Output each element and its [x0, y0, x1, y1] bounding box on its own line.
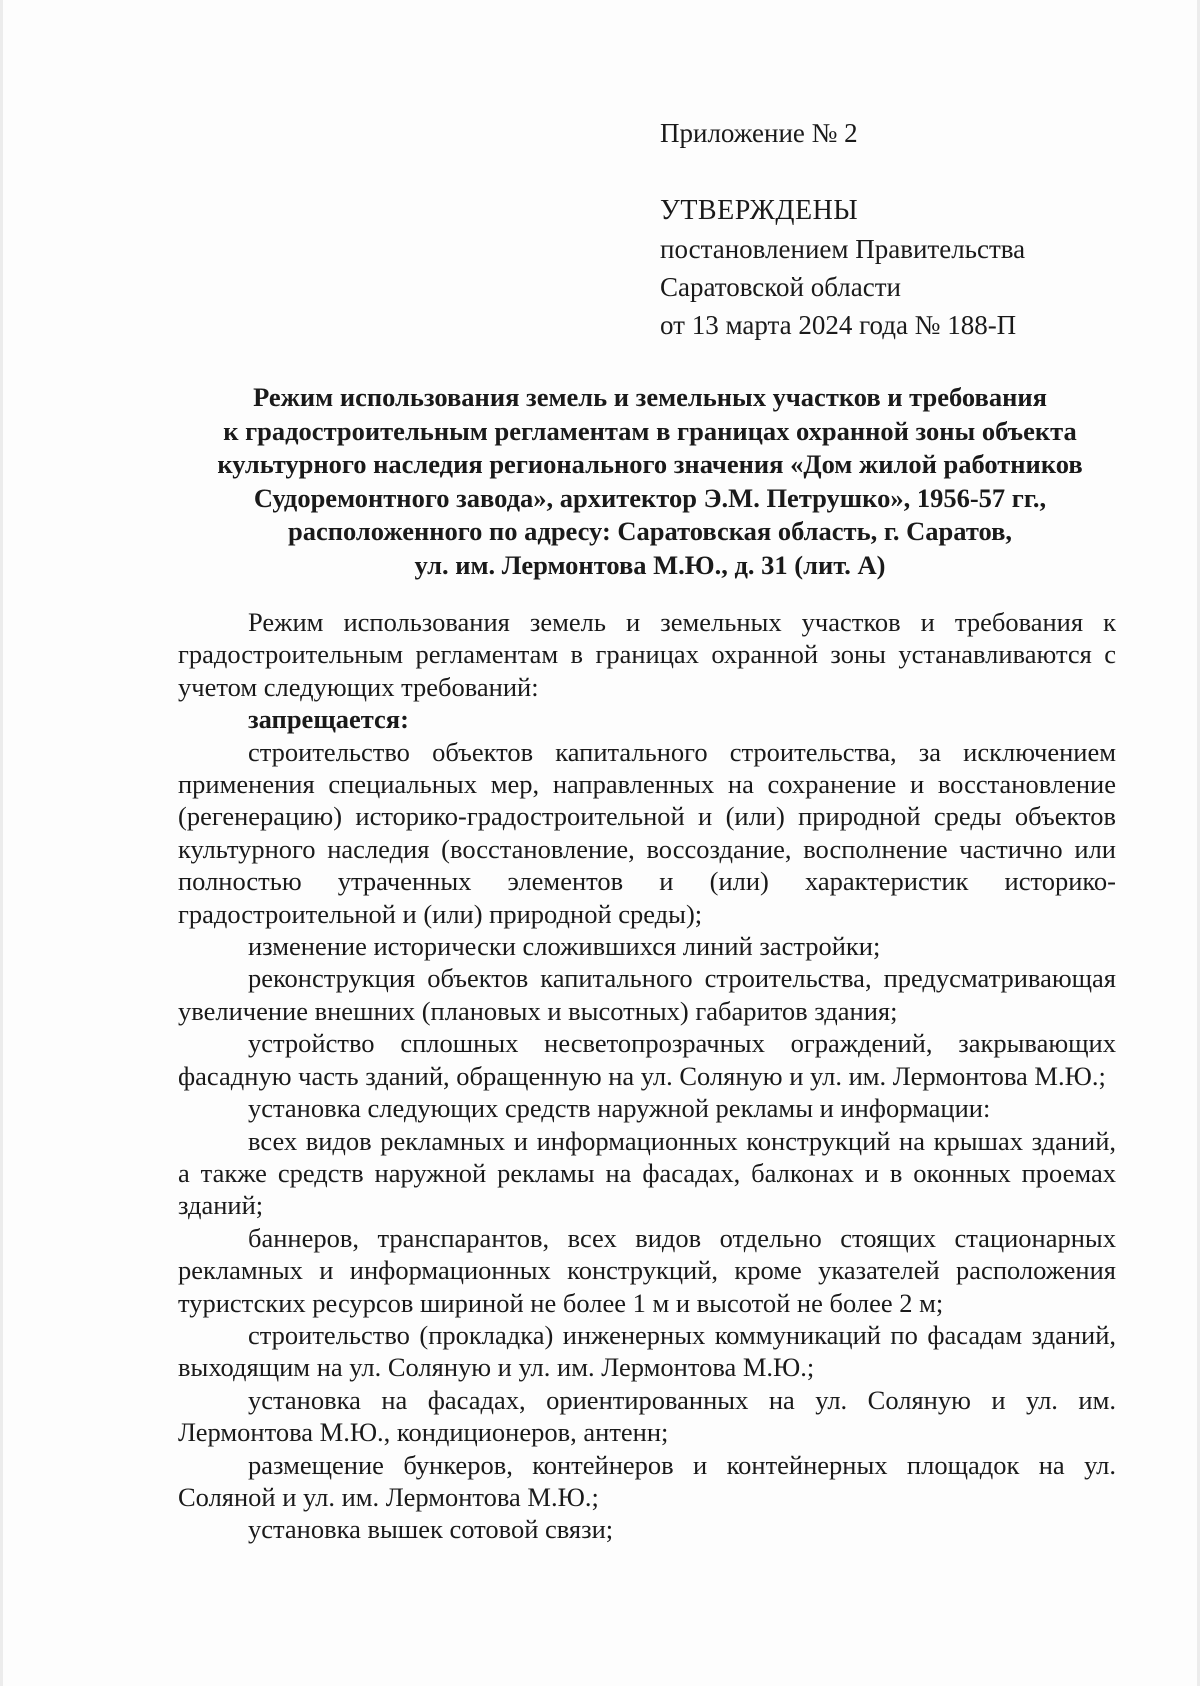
- intro-paragraph: Режим использования земель и земельных участков и требования к градостроительным регламентам в границах охранной зоны устанавливаются с учетом следующих требований:: [178, 607, 1116, 702]
- title-line: культурного наследия регионального значения «Дом жилой работников: [217, 449, 1083, 480]
- list-item: установка на фасадах, ориентированных на ул. Соляную и ул. им. Лермонтова М.Ю., кондиционеров, антенн;: [178, 1384, 1116, 1448]
- list-item: баннеров, транспарантов, всех видов отдельно стоящих стационарных рекламных и информационных конструкций, кроме указателей расположения туристских ресурсов шириной не более 1 м и высотой не более 2 м;: [178, 1222, 1116, 1318]
- title-line: Судоремонтного завода», архитектор Э.М. Петрушко», 1956-57 гг.,: [253, 482, 1047, 513]
- approval-block: [660, 114, 1025, 344]
- list-item: изменение исторически сложившихся линий застройки;: [248, 931, 881, 962]
- list-item: установка вышек сотовой связи;: [248, 1514, 614, 1545]
- list-item: строительство объектов капитального строительства, за исключением применения специальных мер, направленных на сохранение и восстановление (регенерацию) историко-градостроительной и (или) природной среды объектов культурного наследия (восстановление, воссоздание, восполнение частично или полностью утраченных элементов и (или) характеристик историко-градостроительной и (или) природной среды);: [178, 736, 1116, 929]
- approval-line-1: постановлением Правительства: [660, 234, 1026, 264]
- approval-line-2: Саратовской области: [660, 272, 901, 302]
- title-line: Режим использования земель и земельных участков и требования: [253, 382, 1047, 412]
- approval-line-3: от 13 марта 2024 года № 188-П: [660, 310, 1017, 340]
- list-item: всех видов рекламных и информационных конструкций на крышах зданий, а также средств наружной рекламы на фасадах, балконах и в оконных проемах зданий;: [178, 1125, 1116, 1221]
- appendix-number: Приложение № 2: [660, 118, 858, 148]
- document-title: [175, 381, 1125, 583]
- scan-edge-left: [0, 0, 3, 1686]
- document-body: [178, 606, 1116, 1546]
- list-item: строительство (прокладка) инженерных коммуникаций по фасадам зданий, выходящим на ул. Соляную и ул. им. Лермонтова М.Ю.;: [178, 1319, 1116, 1383]
- list-item: размещение бункеров, контейнеров и контейнерных площадок на ул. Соляной и ул. им. Лермонтова М.Ю.;: [178, 1449, 1116, 1512]
- list-item: реконструкция объектов капитального строительства, предусматривающая увеличение внешних (плановых и высотных) габаритов здания;: [178, 963, 1116, 1026]
- title-line: расположенного по адресу: Саратовская область, г. Саратов,: [287, 516, 1013, 547]
- prohibited-heading: запрещается:: [248, 704, 409, 735]
- title-line: к градостроительным регламентам в границах охранной зоны объекта: [223, 415, 1077, 446]
- list-item: установка следующих средств наружной рекламы и информации:: [248, 1093, 991, 1124]
- title-line: ул. им. Лермонтова М.Ю., д. 31 (лит. А): [414, 549, 886, 580]
- approved-label: УТВЕРЖДЕНЫ: [660, 195, 859, 226]
- list-item: устройство сплошных несветопрозрачных ограждений, закрывающих фасадную часть зданий, обращенную на ул. Соляную и ул. им. Лермонтова М.Ю.;: [178, 1028, 1116, 1091]
